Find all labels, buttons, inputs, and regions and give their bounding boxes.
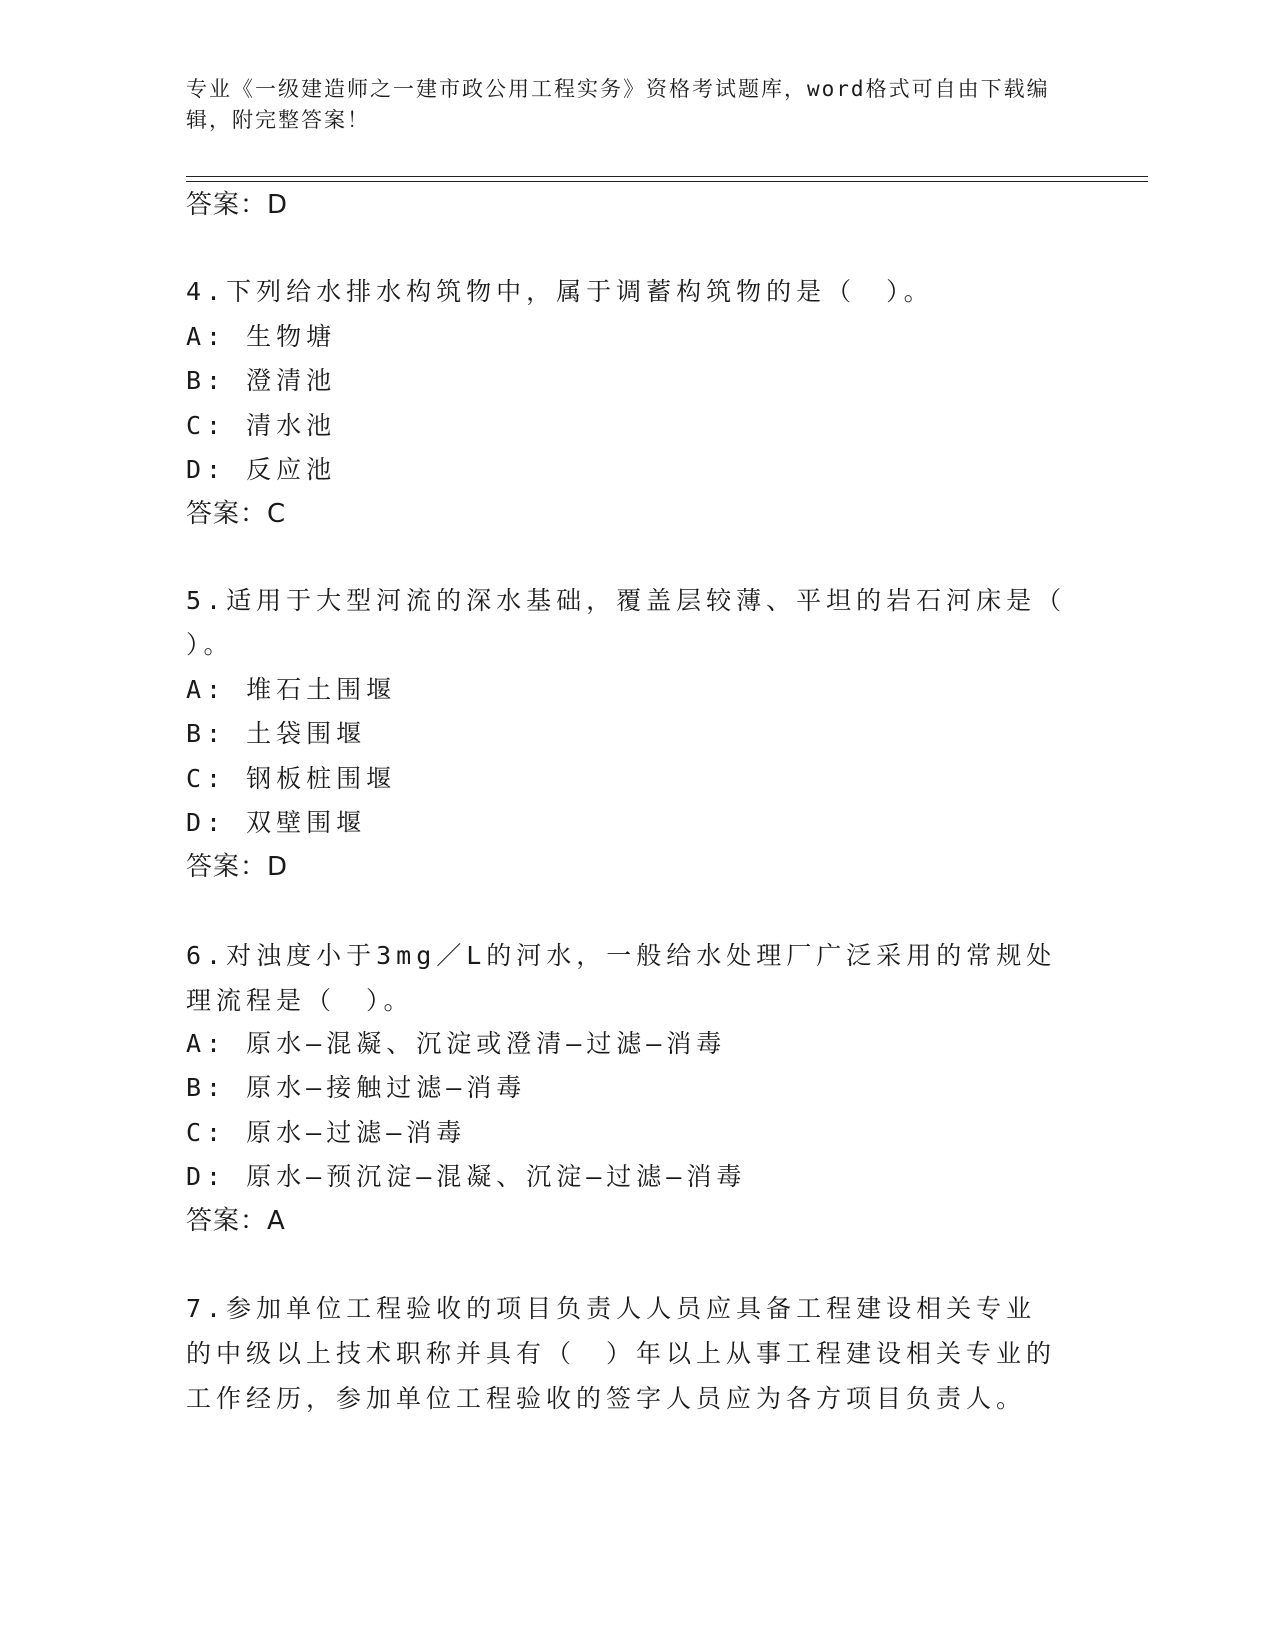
question-5-answer: 答案：D bbox=[186, 852, 289, 882]
question-4-stem: 4.下列给水排水构筑物中，属于调蓄构筑物的是（ ）。 bbox=[186, 277, 934, 306]
document-header-intro: 专业《一级建造师之一建市政公用工程实务》资格考试题库，word格式可自由下载编辑，附完整答案！ bbox=[186, 77, 1050, 132]
question-6-stem: 6.对浊度小于3mg／L的河水，一般给水处理厂广泛采用的常规处理流程是（ ）。 bbox=[186, 941, 1057, 1015]
question-5-option-d: D: 双壁围堰 bbox=[186, 808, 367, 837]
question-4-answer: 答案：C bbox=[186, 499, 287, 529]
question-4-option-b: B: 澄清池 bbox=[186, 366, 337, 395]
question-5-option-a: A: 堆石土围堰 bbox=[186, 675, 397, 704]
question-5-option-b: B: 土袋围堰 bbox=[186, 719, 367, 748]
question-7-stem: 7.参加单位工程验收的项目负责人人员应具备工程建设相关专业的中级以上技术职称并具有（ ）年以上从事工程建设相关专业的工作经历，参加单位工程验收的签字人员应为各方项目负责人。 bbox=[186, 1294, 1057, 1413]
header-rule-bottom bbox=[186, 181, 1148, 182]
question-5-option-c: C: 钢板桩围堰 bbox=[186, 764, 397, 793]
question-4-option-d: D: 反应池 bbox=[186, 455, 337, 484]
previous-answer: 答案：D bbox=[186, 190, 289, 220]
question-5-stem-line-1: 5.适用于大型河流的深水基础，覆盖层较薄、平坦的岩石河床是（ bbox=[186, 586, 1067, 615]
question-6-answer: 答案：A bbox=[186, 1206, 286, 1236]
question-6-option-c: C: 原水—过滤—消毒 bbox=[186, 1118, 467, 1147]
question-6-option-b: B: 原水—接触过滤—消毒 bbox=[186, 1073, 527, 1102]
header-rule-top bbox=[186, 176, 1148, 177]
question-4-option-c: C: 清水池 bbox=[186, 411, 337, 440]
question-6-option-a: A: 原水—混凝、沉淀或澄清—过滤—消毒 bbox=[186, 1029, 727, 1058]
question-5-stem-line-2: ）。 bbox=[186, 630, 234, 659]
question-6-option-d: D: 原水—预沉淀—混凝、沉淀—过滤—消毒 bbox=[186, 1162, 747, 1191]
question-4-option-a: A: 生物塘 bbox=[186, 322, 337, 351]
